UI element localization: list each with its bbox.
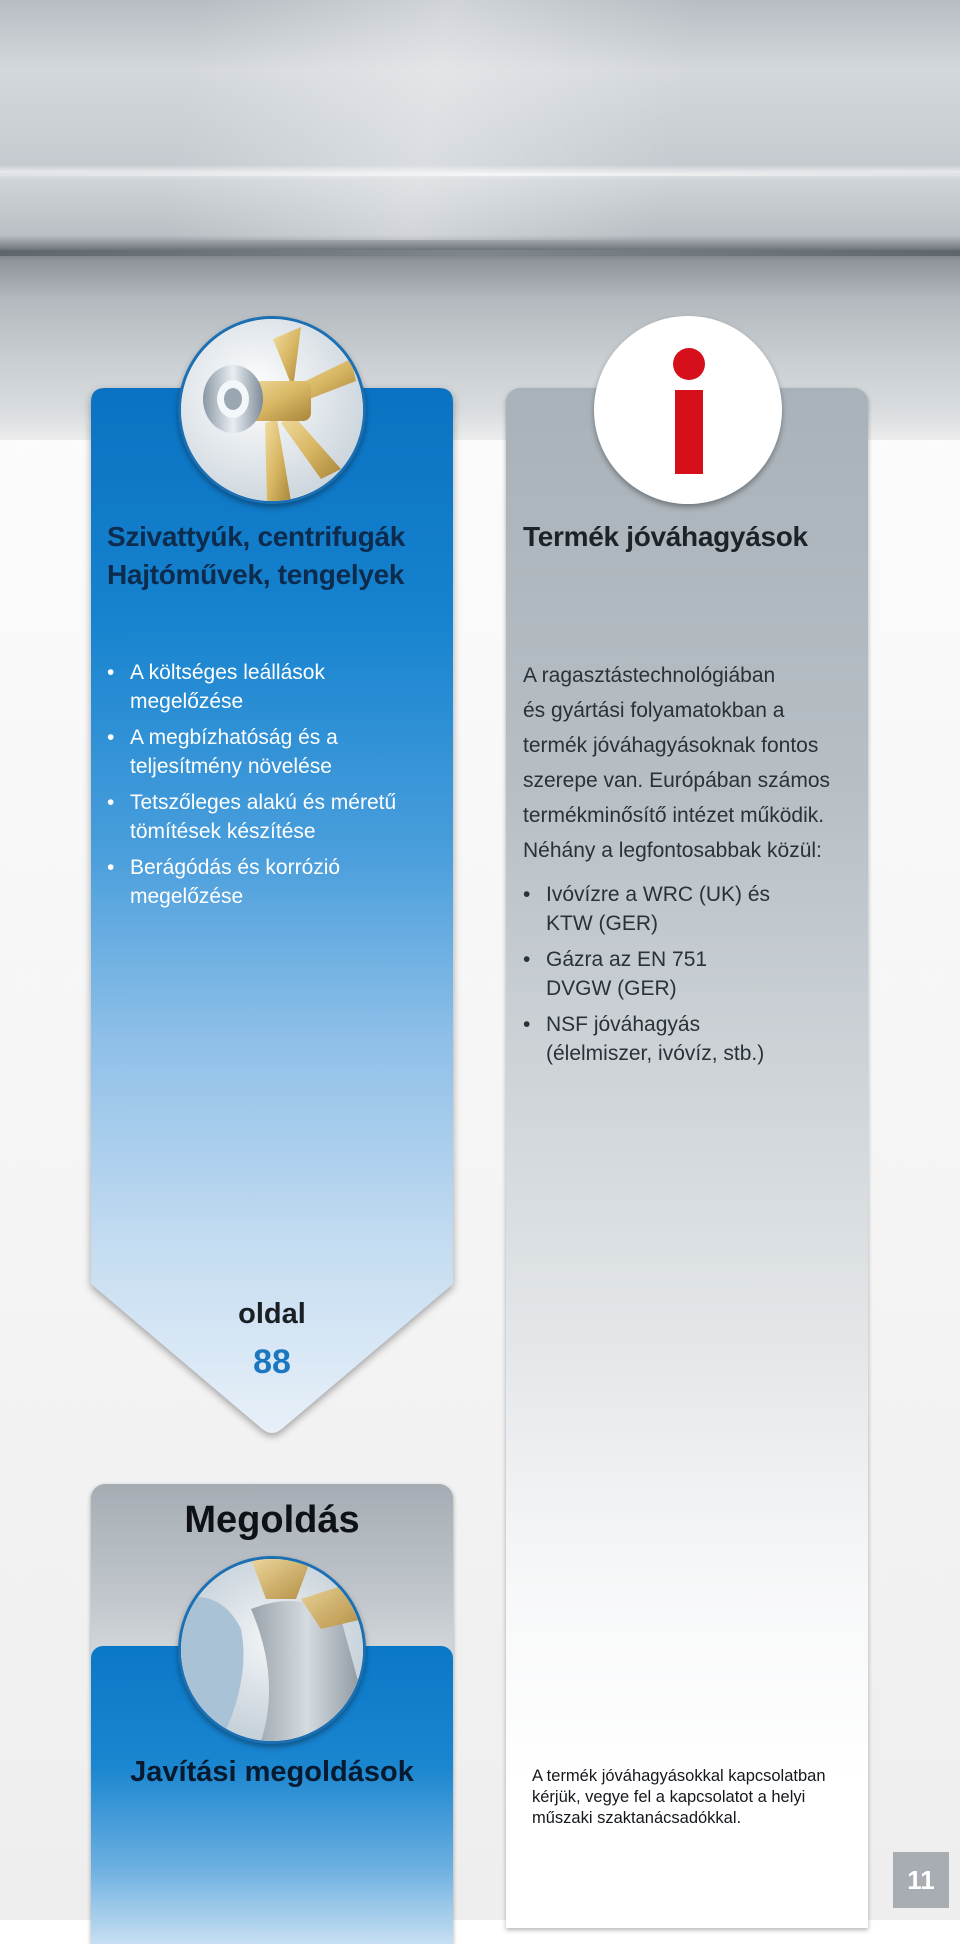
list-item — [523, 880, 853, 938]
paragraph-line: termékminősítő intézet működik. — [523, 804, 825, 827]
page-reference-number: 88 — [253, 1343, 291, 1381]
bullet-icon: • — [523, 883, 531, 906]
page-reference-label: oldal — [238, 1298, 306, 1330]
paragraph-line: termék jóváhagyásoknak fontos — [523, 734, 819, 757]
list-item-line: A megbízhatóság és a — [130, 726, 338, 749]
list-item — [523, 1010, 853, 1068]
bullet-icon: • — [523, 1013, 531, 1036]
left-panel-title — [107, 518, 447, 594]
list-item-line: teljesítmény növelése — [130, 755, 332, 778]
repair-illustration — [181, 1559, 363, 1741]
left-panel-title-line2: Hajtóművek, tengelyek — [107, 559, 405, 590]
bullet-icon: • — [107, 661, 115, 684]
grey-info-panel — [506, 388, 868, 1928]
left-panel-bullet-list — [107, 658, 437, 918]
contact-note — [532, 1766, 862, 1829]
impeller-illustration — [181, 319, 363, 501]
info-icon — [594, 316, 782, 504]
page-number-badge: 11 — [893, 1852, 949, 1908]
right-panel-paragraph — [523, 658, 863, 868]
list-item — [107, 723, 437, 781]
solution-subtitle: Javítási megoldások — [130, 1756, 414, 1788]
list-item-line: A költséges leállások — [130, 661, 325, 684]
list-item-line: KTW (GER) — [546, 912, 658, 935]
info-icon-dot — [673, 348, 705, 380]
list-item-line: DVGW (GER) — [546, 977, 677, 1000]
pump-impeller-photo — [178, 316, 366, 504]
paragraph-line: szerepe van. Európában számos — [523, 769, 831, 792]
solution-title: Megoldás — [184, 1499, 360, 1541]
list-item-line: tömítések készítése — [130, 820, 316, 843]
left-panel-title-line1: Szivattyúk, centrifugák — [107, 521, 406, 552]
right-panel-title: Termék jóváhagyások — [523, 521, 808, 552]
repair-photo — [178, 1556, 366, 1744]
list-item — [523, 945, 853, 1003]
list-item — [107, 658, 437, 716]
list-item-line: (élelmiszer, ivóvíz, stb.) — [546, 1042, 765, 1065]
list-item-line: Tetszőleges alakú és méretű — [130, 791, 397, 814]
list-item — [107, 853, 437, 911]
bullet-icon: • — [107, 726, 115, 749]
bullet-icon: • — [107, 856, 115, 879]
contact-note-line: műszaki szaktanácsadókkal. — [532, 1809, 742, 1827]
list-item-line: megelőzése — [130, 885, 244, 908]
list-item-line: Gázra az EN 751 — [546, 948, 708, 971]
metal-shine — [0, 0, 960, 240]
contact-note-line: A termék jóváhagyásokkal kapcsolatban — [532, 1767, 826, 1785]
right-panel-bullet-list — [523, 880, 853, 1075]
metal-dark-line — [0, 250, 960, 256]
header-metal-band — [0, 0, 960, 440]
paragraph-line: A ragasztástechnológiában — [523, 664, 776, 687]
list-item-line: Ivóvízre a WRC (UK) és — [546, 883, 771, 906]
list-item-line: NSF jóváhagyás — [546, 1013, 701, 1036]
paragraph-line: Néhány a legfontosabbak közül: — [523, 839, 822, 862]
list-item — [107, 788, 437, 846]
paragraph-line: és gyártási folyamatokban a — [523, 699, 785, 722]
contact-note-line: kérjük, vegye fel a kapcsolatot a helyi — [532, 1788, 806, 1806]
list-item-line: Berágódás és korrózió — [130, 856, 341, 879]
metal-highlight-line — [0, 173, 960, 176]
bullet-icon: • — [107, 791, 115, 814]
info-icon-stem — [675, 390, 703, 474]
list-item-line: megelőzése — [130, 690, 244, 713]
bullet-icon: • — [523, 948, 531, 971]
